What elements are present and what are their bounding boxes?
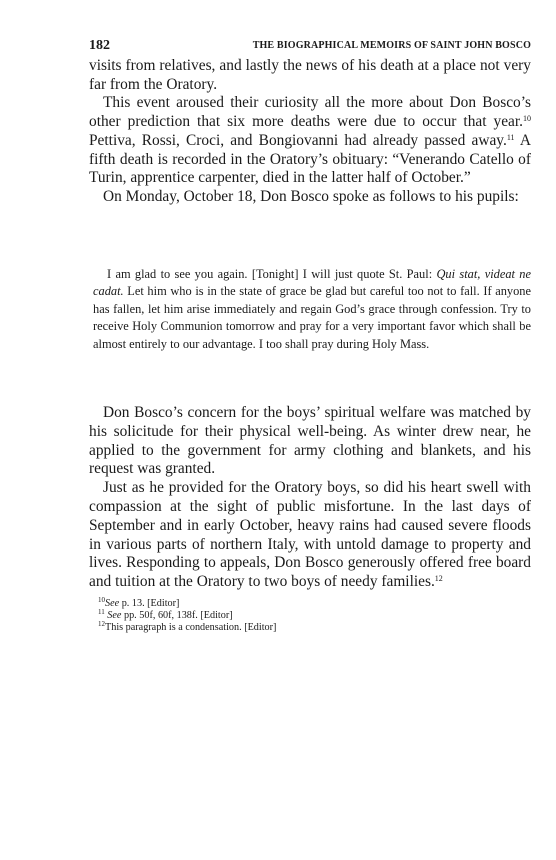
latin-quote: Qui stat, videat ne cadat. <box>93 267 531 299</box>
block-quote <box>93 266 531 353</box>
running-head: THE BIOGRAPHICAL MEMOIRS OF SAINT JOHN BOSCO <box>252 40 531 51</box>
footnote-ref: 11 <box>506 132 515 142</box>
footnotes <box>98 598 518 635</box>
footnote-mark: 12 <box>98 620 105 629</box>
footnote <box>98 622 518 634</box>
page-header <box>89 37 531 55</box>
footnote <box>98 598 518 610</box>
footnote-text: pp. 50f, 60f, 138f. [Editor] <box>121 610 233 622</box>
quote-text: I am glad to see you again. [Tonight] I will just quote St. Paul: <box>107 267 437 281</box>
paragraph <box>89 94 531 188</box>
quote-text: Let him who is in the state of grace be glad but careful too not to fall. If anyone has fallen, let him arise immediately and regain God’s grace through confession. Try to receive Holy Communion tomorrow and pray for a very important favor which shall be almost entirely to our advantage. I too shall pray during Holy Mass. <box>93 284 531 351</box>
paragraph-text: Don Bosco’s concern for the boys’ spiritual welfare was matched by his solicitude for their physical well-being. As winter drew near, he applied to the government for army clothing and blankets, and his request was granted. <box>89 404 531 478</box>
paragraph <box>89 188 531 207</box>
paragraph-text: visits from relatives, and lastly the news of his death at a place not very far from the Oratory. <box>89 57 531 93</box>
paragraph-text: Just as he provided for the Oratory boys, so did his heart swell with compassion at the sight of public misfortune. In the last days of September and in early October, heavy rains had caused severe floods in various parts of northern Italy, with untold damage to property and lives. Responding to appeals, Don Bosco generously offered free board and tuition at the Oratory to two boys of needy families. <box>89 479 531 591</box>
paragraph <box>89 404 531 479</box>
footnote-text: p. 13. [Editor] <box>119 598 180 609</box>
page-number: 182 <box>89 38 110 53</box>
footnote-see: See <box>105 598 120 609</box>
footnote-mark: 10 <box>98 596 105 604</box>
paragraph <box>89 479 531 592</box>
body-text-top <box>89 57 531 207</box>
body-text-bottom <box>89 404 531 592</box>
footnote-ref: 12 <box>434 574 443 584</box>
footnote <box>98 610 518 622</box>
footnote-text: This paragraph is a condensation. [Editor] <box>105 622 277 634</box>
paragraph-text: This event aroused their curiosity all the more about Don Bosco’s other prediction that six more deaths were due to occur that year. <box>89 94 531 131</box>
footnote-see: See <box>107 610 122 622</box>
paragraph-text: On Monday, October 18, Don Bosco spoke as follows to his pupils: <box>103 187 519 205</box>
footnote-mark: 11 <box>98 608 105 617</box>
paragraph-text: Pettiva, Rossi, Croci, and Bongiovanni had already passed away. <box>89 131 507 149</box>
paragraph-text: A fifth death is recorded in the Oratory’s obituary: “Venerando Catello of Turin, apprentice carpenter, died in the latter half of October.” <box>89 131 531 187</box>
quote-paragraph <box>93 266 531 353</box>
paragraph <box>89 57 531 94</box>
footnote-ref: 10 <box>523 114 531 124</box>
